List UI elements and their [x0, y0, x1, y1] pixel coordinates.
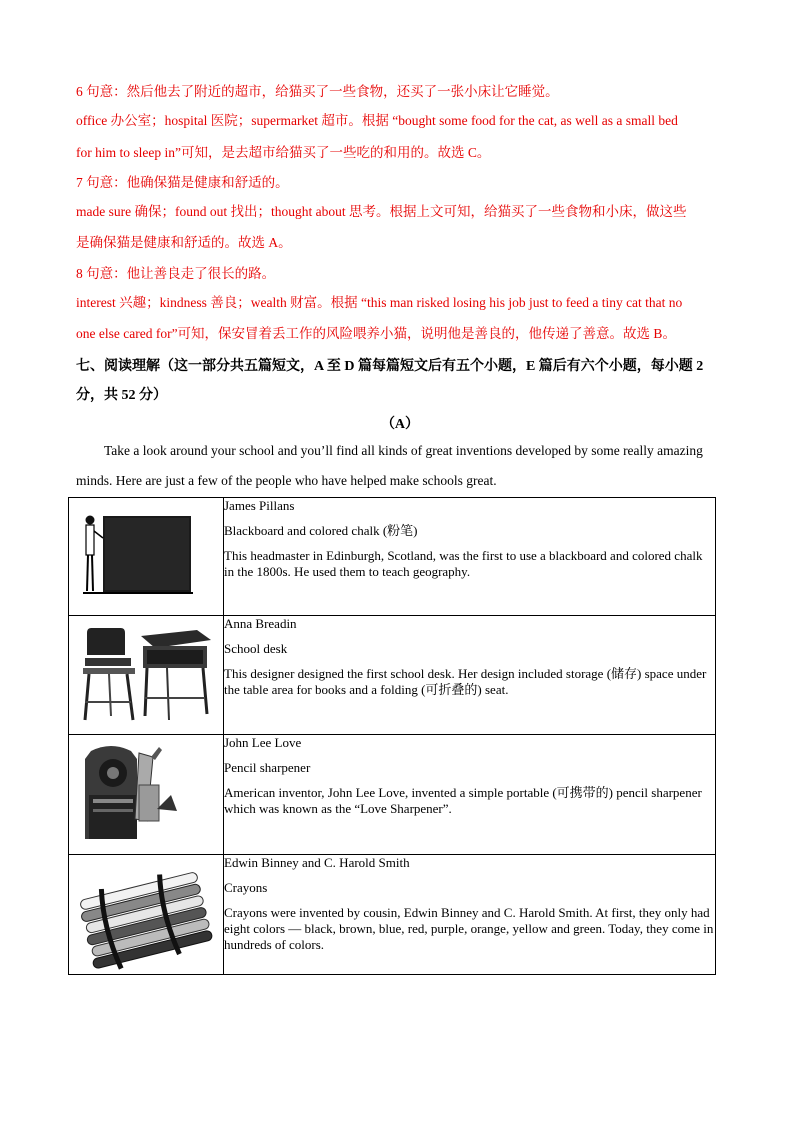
image-cell: [69, 616, 224, 735]
explanation-line: 6 句意：然后他去了附近的超市，给猫买了一些食物，还买了一张小床让它睡觉。: [76, 84, 559, 99]
invention-description: American inventor, John Lee Love, invented a simple portable (可携带的) pencil sharpener which was known as the “Love Sharpener”.: [224, 785, 702, 816]
invention-description: Crayons were invented by cousin, Edwin Binney and C. Harold Smith. At first, they only had eight colors — black, brown, blue, red, purple, orange, yellow and green. Today, they come in hundreds of colors.: [224, 905, 714, 952]
invention-description: This headmaster in Edinburgh, Scotland, was the first to use a blackboard and colored chalk in the 1800s. He used them to teach geography.: [224, 548, 703, 579]
inventions-table: [68, 497, 716, 975]
invention-title: Crayons: [224, 880, 268, 895]
explanation-line: made sure 确保；found out 找出；thought about 思考。根据上文可知，给猫买了一些食物和小床，做这些: [76, 204, 687, 219]
section-heading-line: 分，共 52 分）: [76, 388, 167, 403]
explanation-line: interest 兴趣；kindness 善良；wealth 财富。根据 “this man risked losing his job just to feed a tiny cat that no: [76, 295, 683, 310]
invention-title: Pencil sharpener: [224, 760, 311, 775]
explanation-line: for him to sleep in”可知，是去超市给猫买了一些吃的和用的。故选 C。: [76, 145, 491, 160]
invention-title: Blackboard and colored chalk (粉笔): [224, 523, 418, 538]
table-row: [69, 735, 716, 855]
invention-description: This designer designed the first school desk. Her design included storage (储存) space under the table area for books and a folding (可折叠的) seat.: [224, 666, 707, 697]
section-heading: [76, 352, 726, 410]
image-cell: [69, 498, 224, 616]
inventor-name: John Lee Love: [224, 735, 302, 750]
passage-label: （A）: [380, 417, 420, 432]
passage-intro: Take a look around your school and you’ll find all kinds of great inventions developed by some really amazing minds. Here are just a few of the people who have helped make schools great.: [76, 443, 703, 488]
inventor-name: James Pillans: [224, 498, 295, 513]
image-cell: [69, 855, 224, 975]
explanation-line: 7 句意：他确保猫是健康和舒适的。: [76, 175, 289, 190]
invention-text-cell: [224, 498, 716, 616]
explanation-line: 8 句意：他让善良走了很长的路。: [76, 266, 276, 281]
section-heading-line: 七、阅读理解（这一部分共五篇短文，A 至 D 篇每篇短文后有五个小题，E 篇后有六个小题，每小题 2: [76, 359, 704, 374]
table-row: [69, 498, 716, 616]
image-cell: [69, 735, 224, 855]
explanation-line: one else cared for”可知，保安冒着丢工作的风险喂养小猫，说明他是善良的，他传递了善意。故选 B。: [76, 326, 676, 341]
explanation-line: 是确保猫是健康和舒适的。故选 A。: [76, 235, 292, 250]
blackboard-icon: [69, 498, 223, 615]
crayons-icon: [69, 855, 223, 974]
table-row: [69, 855, 716, 975]
pencil-sharpener-icon: [69, 735, 223, 854]
invention-text-cell: [224, 855, 716, 975]
invention-title: School desk: [224, 641, 288, 656]
explanation-line: office 办公室；hospital 医院；supermarket 超市。根据 “bought some food for the cat, as well as a small bed: [76, 113, 678, 128]
school-desk-icon: [69, 616, 223, 734]
inventor-name: Anna Breadin: [224, 616, 297, 631]
invention-text-cell: [224, 735, 716, 855]
inventor-name: Edwin Binney and C. Harold Smith: [224, 855, 410, 870]
invention-text-cell: [224, 616, 716, 735]
table-row: [69, 616, 716, 735]
